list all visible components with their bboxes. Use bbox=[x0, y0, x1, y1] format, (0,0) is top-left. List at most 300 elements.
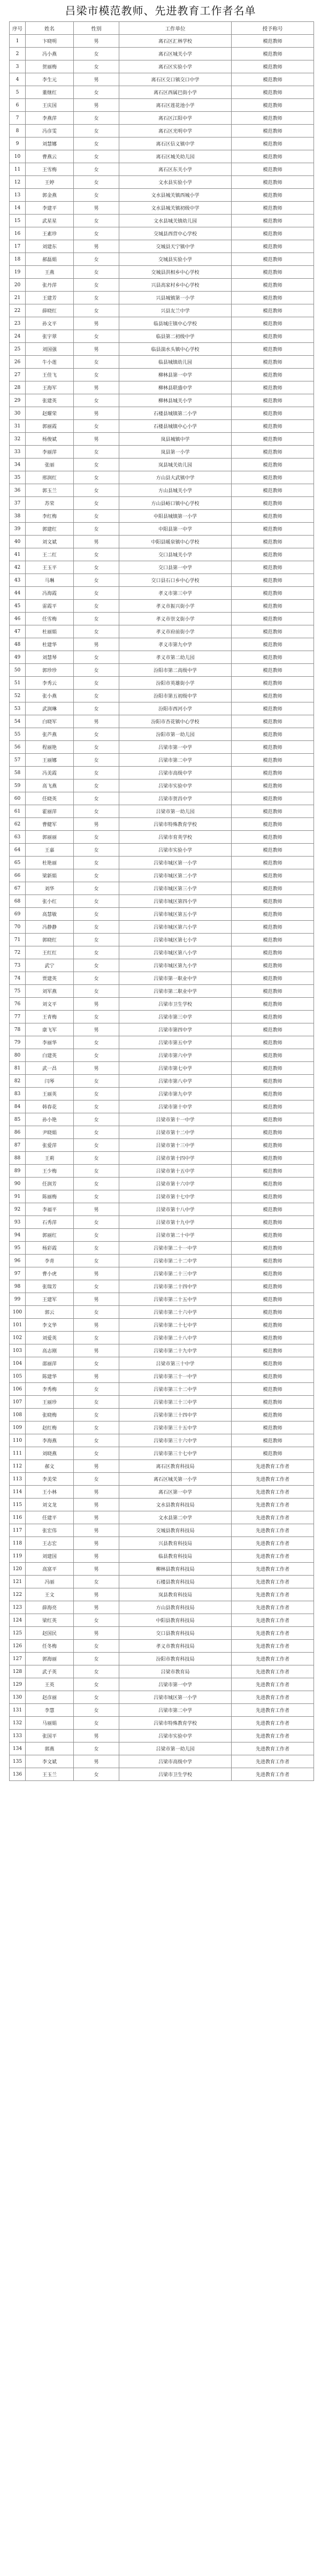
cell-index: 122 bbox=[10, 1588, 26, 1601]
cell-workplace: 文水县城关镇初级中学 bbox=[119, 202, 232, 215]
cell-gender: 女 bbox=[74, 677, 119, 690]
cell-index: 66 bbox=[10, 869, 26, 882]
table-row bbox=[10, 60, 314, 73]
cell-gender: 女 bbox=[74, 1717, 119, 1730]
cell-workplace: 吕梁市特殊教育学校 bbox=[119, 1717, 232, 1730]
cell-index: 53 bbox=[10, 702, 26, 715]
cell-workplace: 临县城镇幼儿园 bbox=[119, 356, 232, 369]
cell-gender: 女 bbox=[74, 471, 119, 484]
table-row bbox=[10, 574, 314, 587]
cell-index: 10 bbox=[10, 150, 26, 163]
cell-name: 闫琴 bbox=[26, 1075, 74, 1088]
table-row bbox=[10, 484, 314, 497]
cell-workplace: 柳林县联盛中学 bbox=[119, 381, 232, 394]
cell-workplace: 孝义市第三中学 bbox=[119, 587, 232, 600]
cell-workplace: 汾阳市第二高级中学 bbox=[119, 664, 232, 677]
cell-index: 39 bbox=[10, 523, 26, 536]
cell-index: 99 bbox=[10, 1293, 26, 1306]
table-row bbox=[10, 959, 314, 972]
cell-honor: 模范教师 bbox=[232, 561, 314, 574]
cell-workplace: 吕梁市第七中学 bbox=[119, 1062, 232, 1075]
table-row bbox=[10, 73, 314, 86]
cell-name: 冯彦雯 bbox=[26, 125, 74, 137]
cell-honor: 模范教师 bbox=[232, 292, 314, 304]
cell-honor: 模范教师 bbox=[232, 86, 314, 99]
table-row bbox=[10, 1537, 314, 1550]
cell-index: 70 bbox=[10, 921, 26, 934]
cell-index: 92 bbox=[10, 1203, 26, 1216]
cell-workplace: 岚县第一小学 bbox=[119, 446, 232, 458]
cell-honor: 模范教师 bbox=[232, 433, 314, 446]
table-row bbox=[10, 1332, 314, 1344]
cell-name: 任冬梅 bbox=[26, 1640, 74, 1653]
cell-workplace: 中阳县第一中学 bbox=[119, 523, 232, 536]
cell-index: 102 bbox=[10, 1332, 26, 1344]
cell-honor: 模范教师 bbox=[232, 613, 314, 625]
cell-name: 高富平 bbox=[26, 1563, 74, 1576]
cell-name: 张芦燕 bbox=[26, 728, 74, 741]
cell-honor: 模范教师 bbox=[232, 202, 314, 215]
cell-honor: 模范教师 bbox=[232, 702, 314, 715]
cell-name: 王海军 bbox=[26, 381, 74, 394]
cell-workplace: 吕梁市第十九中学 bbox=[119, 1216, 232, 1229]
table-row bbox=[10, 1409, 314, 1421]
table-row bbox=[10, 150, 314, 163]
cell-gender: 女 bbox=[74, 1190, 119, 1203]
cell-honor: 先进教育工作者 bbox=[232, 1704, 314, 1717]
cell-index: 88 bbox=[10, 1152, 26, 1165]
cell-workplace: 交口县石口乡中心学校 bbox=[119, 574, 232, 587]
table-row bbox=[10, 343, 314, 356]
cell-honor: 模范教师 bbox=[232, 536, 314, 548]
cell-index: 6 bbox=[10, 99, 26, 112]
table-row bbox=[10, 1665, 314, 1678]
cell-name: 杨俊斌 bbox=[26, 433, 74, 446]
table-row bbox=[10, 548, 314, 561]
cell-honor: 模范教师 bbox=[232, 1242, 314, 1255]
table-row bbox=[10, 985, 314, 998]
cell-honor: 先进教育工作者 bbox=[232, 1678, 314, 1691]
cell-index: 89 bbox=[10, 1165, 26, 1178]
cell-name: 程丽艳 bbox=[26, 741, 74, 754]
table-row bbox=[10, 1139, 314, 1152]
cell-gender: 女 bbox=[74, 484, 119, 497]
table-header-row bbox=[10, 22, 314, 35]
cell-name: 陈建华 bbox=[26, 1370, 74, 1383]
cell-honor: 模范教师 bbox=[232, 356, 314, 369]
cell-workplace: 交口县城关小学 bbox=[119, 548, 232, 561]
cell-gender: 女 bbox=[74, 908, 119, 921]
cell-name: 王丽英 bbox=[26, 1088, 74, 1100]
cell-gender: 女 bbox=[74, 1139, 119, 1152]
cell-name: 孙小艳 bbox=[26, 1113, 74, 1126]
cell-name: 郭丽红 bbox=[26, 1229, 74, 1242]
cell-honor: 模范教师 bbox=[232, 1113, 314, 1126]
cell-honor: 模范教师 bbox=[232, 690, 314, 702]
cell-honor: 模范教师 bbox=[232, 189, 314, 202]
cell-name: 张宇翠 bbox=[26, 330, 74, 343]
cell-honor: 先进教育工作者 bbox=[232, 1665, 314, 1678]
cell-gender: 女 bbox=[74, 805, 119, 818]
cell-name: 卞晓明 bbox=[26, 35, 74, 48]
cell-gender: 女 bbox=[74, 1126, 119, 1139]
cell-honor: 模范教师 bbox=[232, 266, 314, 279]
cell-name: 刘慧娜 bbox=[26, 137, 74, 150]
cell-name: 冯丽 bbox=[26, 1576, 74, 1588]
cell-index: 43 bbox=[10, 574, 26, 587]
cell-index: 26 bbox=[10, 356, 26, 369]
cell-name: 任润芳 bbox=[26, 1178, 74, 1190]
cell-index: 5 bbox=[10, 86, 26, 99]
cell-workplace: 吕梁市城区第一小学 bbox=[119, 857, 232, 869]
cell-workplace: 吕梁市第二十七中学 bbox=[119, 1319, 232, 1332]
cell-name: 刘晓燕 bbox=[26, 1447, 74, 1460]
cell-name: 刘建国 bbox=[26, 1550, 74, 1563]
table-row bbox=[10, 240, 314, 253]
table-row bbox=[10, 1203, 314, 1216]
cell-workplace: 吕梁市第二十四中学 bbox=[119, 1280, 232, 1293]
cell-gender: 女 bbox=[74, 1704, 119, 1717]
cell-workplace: 离石区城关幼儿园 bbox=[119, 150, 232, 163]
cell-index: 72 bbox=[10, 946, 26, 959]
cell-honor: 模范教师 bbox=[232, 1255, 314, 1267]
cell-workplace: 吕梁市贺昌中学 bbox=[119, 792, 232, 805]
cell-name: 张晓梅 bbox=[26, 1409, 74, 1421]
table-row bbox=[10, 1730, 314, 1742]
cell-gender: 男 bbox=[74, 1627, 119, 1640]
cell-index: 44 bbox=[10, 587, 26, 600]
cell-workplace: 石楼县教育科技局 bbox=[119, 1576, 232, 1588]
cell-workplace: 吕梁市第十中学 bbox=[119, 1100, 232, 1113]
cell-honor: 模范教师 bbox=[232, 176, 314, 189]
cell-name: 郭晓红 bbox=[26, 934, 74, 946]
cell-workplace: 吕梁市城区第四小学 bbox=[119, 895, 232, 908]
cell-name: 白建英 bbox=[26, 1049, 74, 1062]
cell-workplace: 离石区实验小学 bbox=[119, 60, 232, 73]
cell-name: 郭玉兰 bbox=[26, 484, 74, 497]
cell-honor: 模范教师 bbox=[232, 792, 314, 805]
cell-index: 9 bbox=[10, 137, 26, 150]
cell-workplace: 吕梁市第二中学 bbox=[119, 754, 232, 767]
cell-name: 邵丽萍 bbox=[26, 1357, 74, 1370]
cell-workplace: 汾阳市第五初级中学 bbox=[119, 690, 232, 702]
cell-index: 124 bbox=[10, 1614, 26, 1627]
cell-gender: 女 bbox=[74, 779, 119, 792]
cell-gender: 女 bbox=[74, 613, 119, 625]
cell-honor: 模范教师 bbox=[232, 420, 314, 433]
cell-name: 董继红 bbox=[26, 86, 74, 99]
cell-name: 杜丽娟 bbox=[26, 625, 74, 638]
cell-honor: 先进教育工作者 bbox=[232, 1640, 314, 1653]
cell-index: 58 bbox=[10, 767, 26, 779]
cell-gender: 女 bbox=[74, 1383, 119, 1396]
cell-workplace: 离石区交口镇交口中学 bbox=[119, 73, 232, 86]
table-row bbox=[10, 754, 314, 767]
cell-honor: 模范教师 bbox=[232, 1306, 314, 1319]
cell-name: 张小燕 bbox=[26, 690, 74, 702]
cell-name: 武子英 bbox=[26, 1665, 74, 1678]
cell-gender: 女 bbox=[74, 497, 119, 510]
cell-gender: 女 bbox=[74, 1653, 119, 1665]
cell-name: 李秀云 bbox=[26, 677, 74, 690]
cell-name: 陈丽梅 bbox=[26, 1190, 74, 1203]
cell-workplace: 吕梁市第一中学 bbox=[119, 1678, 232, 1691]
table-row bbox=[10, 497, 314, 510]
cell-name: 李文斌 bbox=[26, 1755, 74, 1768]
cell-workplace: 吕梁市高级中学 bbox=[119, 1755, 232, 1768]
cell-workplace: 石楼县城镇中心小学 bbox=[119, 420, 232, 433]
table-row bbox=[10, 1011, 314, 1023]
table-row bbox=[10, 921, 314, 934]
cell-workplace: 交口县教育科技局 bbox=[119, 1627, 232, 1640]
cell-gender: 男 bbox=[74, 407, 119, 420]
cell-honor: 模范教师 bbox=[232, 548, 314, 561]
cell-gender: 女 bbox=[74, 1421, 119, 1434]
cell-name: 王少梅 bbox=[26, 1165, 74, 1178]
cell-index: 107 bbox=[10, 1396, 26, 1409]
cell-index: 40 bbox=[10, 536, 26, 548]
cell-honor: 先进教育工作者 bbox=[232, 1730, 314, 1742]
table-row bbox=[10, 1601, 314, 1614]
cell-name: 曹小虎 bbox=[26, 1267, 74, 1280]
cell-gender: 女 bbox=[74, 1049, 119, 1062]
cell-gender: 女 bbox=[74, 561, 119, 574]
table-row bbox=[10, 48, 314, 60]
cell-workplace: 临县湍水头镇中心学校 bbox=[119, 343, 232, 356]
cell-gender: 男 bbox=[74, 1524, 119, 1537]
cell-index: 54 bbox=[10, 715, 26, 728]
table-row bbox=[10, 869, 314, 882]
cell-workplace: 孝义市第二幼儿园 bbox=[119, 651, 232, 664]
cell-workplace: 岚县城镇中学 bbox=[119, 433, 232, 446]
cell-gender: 男 bbox=[74, 1344, 119, 1357]
cell-index: 67 bbox=[10, 882, 26, 895]
cell-name: 杨彩霞 bbox=[26, 1242, 74, 1255]
cell-workplace: 交城县天宁镇中学 bbox=[119, 240, 232, 253]
cell-workplace: 吕梁市育英学校 bbox=[119, 831, 232, 844]
cell-workplace: 吕梁市第三十七中学 bbox=[119, 1447, 232, 1460]
cell-workplace: 吕梁市卫生学校 bbox=[119, 1768, 232, 1781]
cell-name: 王二红 bbox=[26, 548, 74, 561]
cell-gender: 女 bbox=[74, 60, 119, 73]
cell-honor: 先进教育工作者 bbox=[232, 1717, 314, 1730]
header-name: 姓名 bbox=[26, 22, 74, 35]
cell-gender: 女 bbox=[74, 600, 119, 613]
cell-index: 133 bbox=[10, 1730, 26, 1742]
cell-name: 赵国民 bbox=[26, 1627, 74, 1640]
cell-name: 杜建华 bbox=[26, 638, 74, 651]
cell-index: 87 bbox=[10, 1139, 26, 1152]
cell-index: 63 bbox=[10, 831, 26, 844]
cell-honor: 模范教师 bbox=[232, 73, 314, 86]
cell-gender: 男 bbox=[74, 1486, 119, 1499]
cell-gender: 男 bbox=[74, 1537, 119, 1550]
cell-name: 孙文平 bbox=[26, 317, 74, 330]
table-row bbox=[10, 1486, 314, 1499]
table-row bbox=[10, 279, 314, 292]
cell-index: 94 bbox=[10, 1229, 26, 1242]
cell-gender: 女 bbox=[74, 651, 119, 664]
cell-name: 郝文 bbox=[26, 1460, 74, 1473]
cell-gender: 男 bbox=[74, 202, 119, 215]
cell-gender: 男 bbox=[74, 1563, 119, 1576]
cell-gender: 男 bbox=[74, 99, 119, 112]
table-row bbox=[10, 356, 314, 369]
table-row bbox=[10, 86, 314, 99]
table-row bbox=[10, 536, 314, 548]
cell-name: 刘华 bbox=[26, 882, 74, 895]
cell-workplace: 吕梁市第二十二中学 bbox=[119, 1255, 232, 1267]
table-row bbox=[10, 1190, 314, 1203]
cell-honor: 模范教师 bbox=[232, 972, 314, 985]
cell-honor: 模范教师 bbox=[232, 523, 314, 536]
cell-honor: 模范教师 bbox=[232, 1319, 314, 1332]
cell-name: 李丽华 bbox=[26, 1036, 74, 1049]
cell-name: 郭丽丽 bbox=[26, 831, 74, 844]
cell-workplace: 岚县城关幼儿园 bbox=[119, 458, 232, 471]
cell-gender: 女 bbox=[74, 137, 119, 150]
cell-workplace: 离石区信义镇中学 bbox=[119, 137, 232, 150]
cell-index: 65 bbox=[10, 857, 26, 869]
cell-index: 13 bbox=[10, 189, 26, 202]
table-row bbox=[10, 1229, 314, 1242]
table-row bbox=[10, 407, 314, 420]
cell-honor: 先进教育工作者 bbox=[232, 1524, 314, 1537]
cell-gender: 女 bbox=[74, 1409, 119, 1421]
table-row bbox=[10, 690, 314, 702]
cell-gender: 男 bbox=[74, 715, 119, 728]
cell-workplace: 吕梁市第八中学 bbox=[119, 1075, 232, 1088]
cell-name: 李文华 bbox=[26, 1319, 74, 1332]
cell-workplace: 离石区第一中学 bbox=[119, 1486, 232, 1499]
cell-workplace: 吕梁市第三十四中学 bbox=[119, 1409, 232, 1421]
cell-honor: 模范教师 bbox=[232, 1049, 314, 1062]
cell-gender: 男 bbox=[74, 1267, 119, 1280]
cell-workplace: 吕梁市第二职业中学 bbox=[119, 985, 232, 998]
cell-index: 20 bbox=[10, 279, 26, 292]
cell-name: 任建平 bbox=[26, 1511, 74, 1524]
header-gender: 性别 bbox=[74, 22, 119, 35]
table-row bbox=[10, 304, 314, 317]
cell-workplace: 吕梁市第四中学 bbox=[119, 1023, 232, 1036]
cell-name: 王素珍 bbox=[26, 227, 74, 240]
cell-gender: 女 bbox=[74, 882, 119, 895]
cell-index: 52 bbox=[10, 690, 26, 702]
cell-index: 18 bbox=[10, 253, 26, 266]
table-row bbox=[10, 1691, 314, 1704]
table-row bbox=[10, 1062, 314, 1075]
cell-name: 李慧 bbox=[26, 1704, 74, 1717]
table-row bbox=[10, 227, 314, 240]
table-row bbox=[10, 1576, 314, 1588]
cell-index: 135 bbox=[10, 1755, 26, 1768]
cell-name: 高志刚 bbox=[26, 1344, 74, 1357]
table-row bbox=[10, 1113, 314, 1126]
cell-index: 33 bbox=[10, 446, 26, 458]
cell-workplace: 离石区汇林学校 bbox=[119, 35, 232, 48]
table-row bbox=[10, 715, 314, 728]
cell-workplace: 吕梁市特殊教育学校 bbox=[119, 818, 232, 831]
cell-name: 雷霞平 bbox=[26, 600, 74, 613]
cell-index: 34 bbox=[10, 458, 26, 471]
cell-gender: 女 bbox=[74, 869, 119, 882]
cell-workplace: 孝义市府前街小学 bbox=[119, 625, 232, 638]
cell-index: 2 bbox=[10, 48, 26, 60]
cell-workplace: 吕梁市第二十五中学 bbox=[119, 1293, 232, 1306]
cell-name: 王建芳 bbox=[26, 292, 74, 304]
cell-gender: 男 bbox=[74, 73, 119, 86]
cell-index: 114 bbox=[10, 1486, 26, 1499]
cell-name: 薛晓红 bbox=[26, 304, 74, 317]
cell-gender: 女 bbox=[74, 1396, 119, 1409]
cell-honor: 模范教师 bbox=[232, 1036, 314, 1049]
cell-workplace: 吕梁市第二中学 bbox=[119, 1704, 232, 1717]
cell-honor: 模范教师 bbox=[232, 741, 314, 754]
cell-name: 李青 bbox=[26, 1255, 74, 1267]
cell-gender: 女 bbox=[74, 446, 119, 458]
table-row bbox=[10, 330, 314, 343]
cell-workplace: 临县教育科技局 bbox=[119, 1550, 232, 1563]
table-row bbox=[10, 1075, 314, 1088]
cell-workplace: 交城县教育科技局 bbox=[119, 1524, 232, 1537]
cell-name: 王丽珍 bbox=[26, 1396, 74, 1409]
cell-honor: 模范教师 bbox=[232, 844, 314, 857]
cell-gender: 女 bbox=[74, 1691, 119, 1704]
table-row bbox=[10, 664, 314, 677]
cell-index: 42 bbox=[10, 561, 26, 574]
cell-gender: 女 bbox=[74, 215, 119, 227]
cell-gender: 女 bbox=[74, 1100, 119, 1113]
cell-index: 132 bbox=[10, 1717, 26, 1730]
cell-gender: 女 bbox=[74, 125, 119, 137]
cell-honor: 先进教育工作者 bbox=[232, 1473, 314, 1486]
cell-workplace: 中阳县教育科技局 bbox=[119, 1614, 232, 1627]
table-row bbox=[10, 1036, 314, 1049]
table-row bbox=[10, 446, 314, 458]
table-row bbox=[10, 882, 314, 895]
cell-name: 武一昌 bbox=[26, 1062, 74, 1075]
cell-gender: 女 bbox=[74, 754, 119, 767]
cell-index: 104 bbox=[10, 1357, 26, 1370]
table-row bbox=[10, 1614, 314, 1627]
cell-workplace: 吕梁市第三十三中学 bbox=[119, 1396, 232, 1409]
cell-index: 21 bbox=[10, 292, 26, 304]
table-row bbox=[10, 1049, 314, 1062]
table-row bbox=[10, 1473, 314, 1486]
cell-workplace: 汾阳市杏花镇中心学校 bbox=[119, 715, 232, 728]
cell-honor: 模范教师 bbox=[232, 150, 314, 163]
cell-index: 47 bbox=[10, 625, 26, 638]
cell-workplace: 兴县城镇第一小学 bbox=[119, 292, 232, 304]
cell-workplace: 吕梁市第十六中学 bbox=[119, 1178, 232, 1190]
cell-honor: 模范教师 bbox=[232, 857, 314, 869]
table-row bbox=[10, 1627, 314, 1640]
cell-index: 125 bbox=[10, 1627, 26, 1640]
cell-honor: 模范教师 bbox=[232, 458, 314, 471]
cell-honor: 模范教师 bbox=[232, 1267, 314, 1280]
cell-name: 王文 bbox=[26, 1588, 74, 1601]
cell-gender: 女 bbox=[74, 1614, 119, 1627]
cell-workplace: 汾阳市教育科技局 bbox=[119, 1653, 232, 1665]
cell-index: 75 bbox=[10, 985, 26, 998]
table-row bbox=[10, 908, 314, 921]
cell-name: 郭丽霞 bbox=[26, 420, 74, 433]
table-row bbox=[10, 741, 314, 754]
cell-workplace: 吕梁市城区第二小学 bbox=[119, 869, 232, 882]
cell-index: 14 bbox=[10, 202, 26, 215]
cell-index: 48 bbox=[10, 638, 26, 651]
cell-index: 120 bbox=[10, 1563, 26, 1576]
